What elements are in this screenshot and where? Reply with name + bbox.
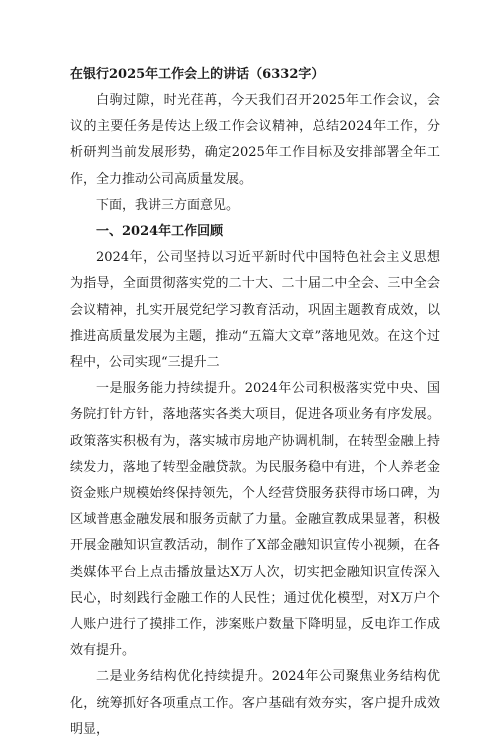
intro-paragraph: 白驹过隙，时光荏苒，今天我们召开2025年工作会议，会议的主要任务是传达上级工作会议精神，总结2024年工作，分析研判当前发展形势，确定2025年工作目标及安排部署全年工作，全力推动公司高质量发展。 [70,93,440,187]
document-title: 在银行2025年工作会上的讲话（6332字） [70,67,325,82]
service-capability-paragraph: 一是服务能力持续提升。2024年公司积极落实党中央、国务院打针方针，落地落实各类大项目，促进各项业务有序发展。政策落实积极有为，落实城市房地产协调机制，在转型金融上持续发力，落地了转型金融贷款。为民服务稳中有进，个人养老金资金账户规模始终保持领先，个人经营贷服务获得市场口碑，为区域普惠金融发展和服务贡献了力量。金融宣教成果显著，积极开展金融知识宣教活动，制作了X部金融知识宣传小视频，在各类媒体平台上点击播放量达X万人次，切实把金融知识宣传深入民心，时刻践行金融工作的人民性；通过优化模型，对X万户个人账户进行了摸排工作，涉案账户数量下降明显，反电诈工作成效有提升。 [70,381,440,659]
document-page [70,62,440,743]
business-structure-paragraph: 二是业务结构优化持续提升。2024年公司聚焦业务结构优化，统筹抓好各项重点工作。客户基础有效夯实，客户提升成效明显， [70,669,440,737]
section-heading-review: 一、2024年工作回顾 [96,224,224,240]
section-review-paragraph: 2024年，公司坚持以习近平新时代中国特色社会主义思想为指导，全面贯彻落实党的二十大、二十届二中全会、三中全会会议精神，扎实开展党纪学习教育活动，巩固主题教育成效，以推进高质量发展为主题，推动“五篇大文章”落地见效。在这个过程中，公司实现“三提升二 [70,250,440,371]
transition-paragraph: 下面，我讲三方面意见。 [96,197,240,213]
